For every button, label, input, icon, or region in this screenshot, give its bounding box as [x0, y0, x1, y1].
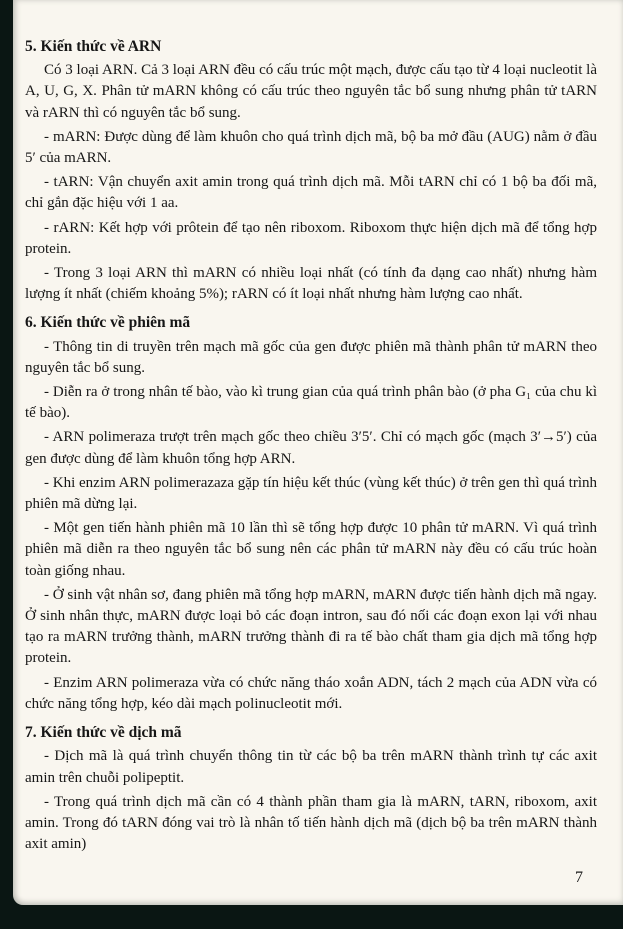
paragraph: - Ở sinh vật nhân sơ, đang phiên mã tổng hợp mARN, mARN được tiến hành dịch mã ngay. Ở sinh nhân thực, mARN được loại bỏ các đoạn intron, sau đó nối các đoạn exon lại với nhau tạo ra mARN trưởng thành, mARN trưởng thành đi ra tế bào chất tham gia dịch mã tổng hợp protein. — [25, 586, 597, 667]
paragraph: - Trong 3 loại ARN thì mARN có nhiều loại nhất (có tính đa dạng cao nhất) nhưng hàm lượng ít nhất (chiếm khoảng 5%); rARN có ít loại nhất nhưng hàm lượng cao nhất. — [25, 265, 597, 303]
page-content — [25, 36, 597, 858]
paragraph: - Diễn ra ở trong nhân tế bào, vào kì trung gian của quá trình phân bào (ở pha G₁ của chu kì tế bào). — [25, 384, 597, 422]
paragraph: - rARN: Kết hợp với prôtein để tạo nên riboxom. Riboxom thực hiện dịch mã để tổng hợp protein. — [25, 219, 597, 257]
section-heading: 6. Kiến thức về phiên mã — [25, 314, 191, 332]
paragraph: - Thông tin di truyền trên mạch mã gốc của gen được phiên mã thành phân tử mARN theo nguyên tắc bổ sung. — [25, 338, 597, 376]
paper-sheet — [13, 0, 623, 905]
paragraph: - mARN: Được dùng để làm khuôn cho quá trình dịch mã, bộ ba mở đầu (AUG) nằm ở đầu 5′ của mARN. — [25, 128, 597, 167]
paragraph: - ARN polimeraza trượt trên mạch gốc theo chiều 3′5′. Chỉ có mạch gốc (mạch 3′→5′) của gen được dùng để làm khuôn tổng hợp ARN. — [25, 429, 597, 467]
section-heading: 5. Kiến thức về ARN — [25, 38, 162, 55]
paragraph: - Dịch mã là quá trình chuyển thông tin từ các bộ ba trên mARN thành trình tự các axit amin trên chuỗi polipeptit. — [25, 748, 597, 786]
paragraph: - Một gen tiến hành phiên mã 10 lần thì sẽ tổng hợp được 10 phân tử mARN. Vì quá trình phiên mã diễn ra theo nguyên tắc bổ sung nên các phân tử mARN này đều có cấu trúc hoàn toàn giống nhau. — [25, 520, 597, 579]
section-heading: 7. Kiến thức về dịch mã — [25, 724, 182, 742]
paragraph: - Trong quá trình dịch mã cần có 4 thành phần tham gia là mARN, tARN, riboxom, axit amin. Trong đó tARN đóng vai trò là nhân tố tiến hành dịch mã (dịch bộ ba trên mARN thành axit amin) — [25, 793, 597, 853]
paragraph: - Khi enzim ARN polimerazaza gặp tín hiệu kết thúc (vùng kết thúc) ở trên gen thì quá trình phiên mã dừng lại. — [25, 474, 597, 513]
paragraph: - tARN: Vận chuyển axit amin trong quá trình dịch mã. Mỗi tARN chỉ có 1 bộ ba đối mã, chỉ gắn đặc hiệu với 1 aa. — [25, 174, 597, 212]
paragraph: Có 3 loại ARN. Cả 3 loại ARN đều có cấu trúc một mạch, được cấu tạo từ 4 loại nucleotit là A, U, G, X. Phân tử mARN không có cấu trúc theo nguyên tắc bổ sung nhưng phân tử tARN và rARN thì có nguyên tắc bổ sung. — [25, 62, 597, 121]
page-number: 7 — [575, 869, 583, 886]
paragraph: - Enzim ARN polimeraza vừa có chức năng tháo xoắn ADN, tách 2 mạch của ADN vừa có chức năng tổng hợp, kéo dài mạch polinucleotit mới. — [25, 674, 597, 712]
